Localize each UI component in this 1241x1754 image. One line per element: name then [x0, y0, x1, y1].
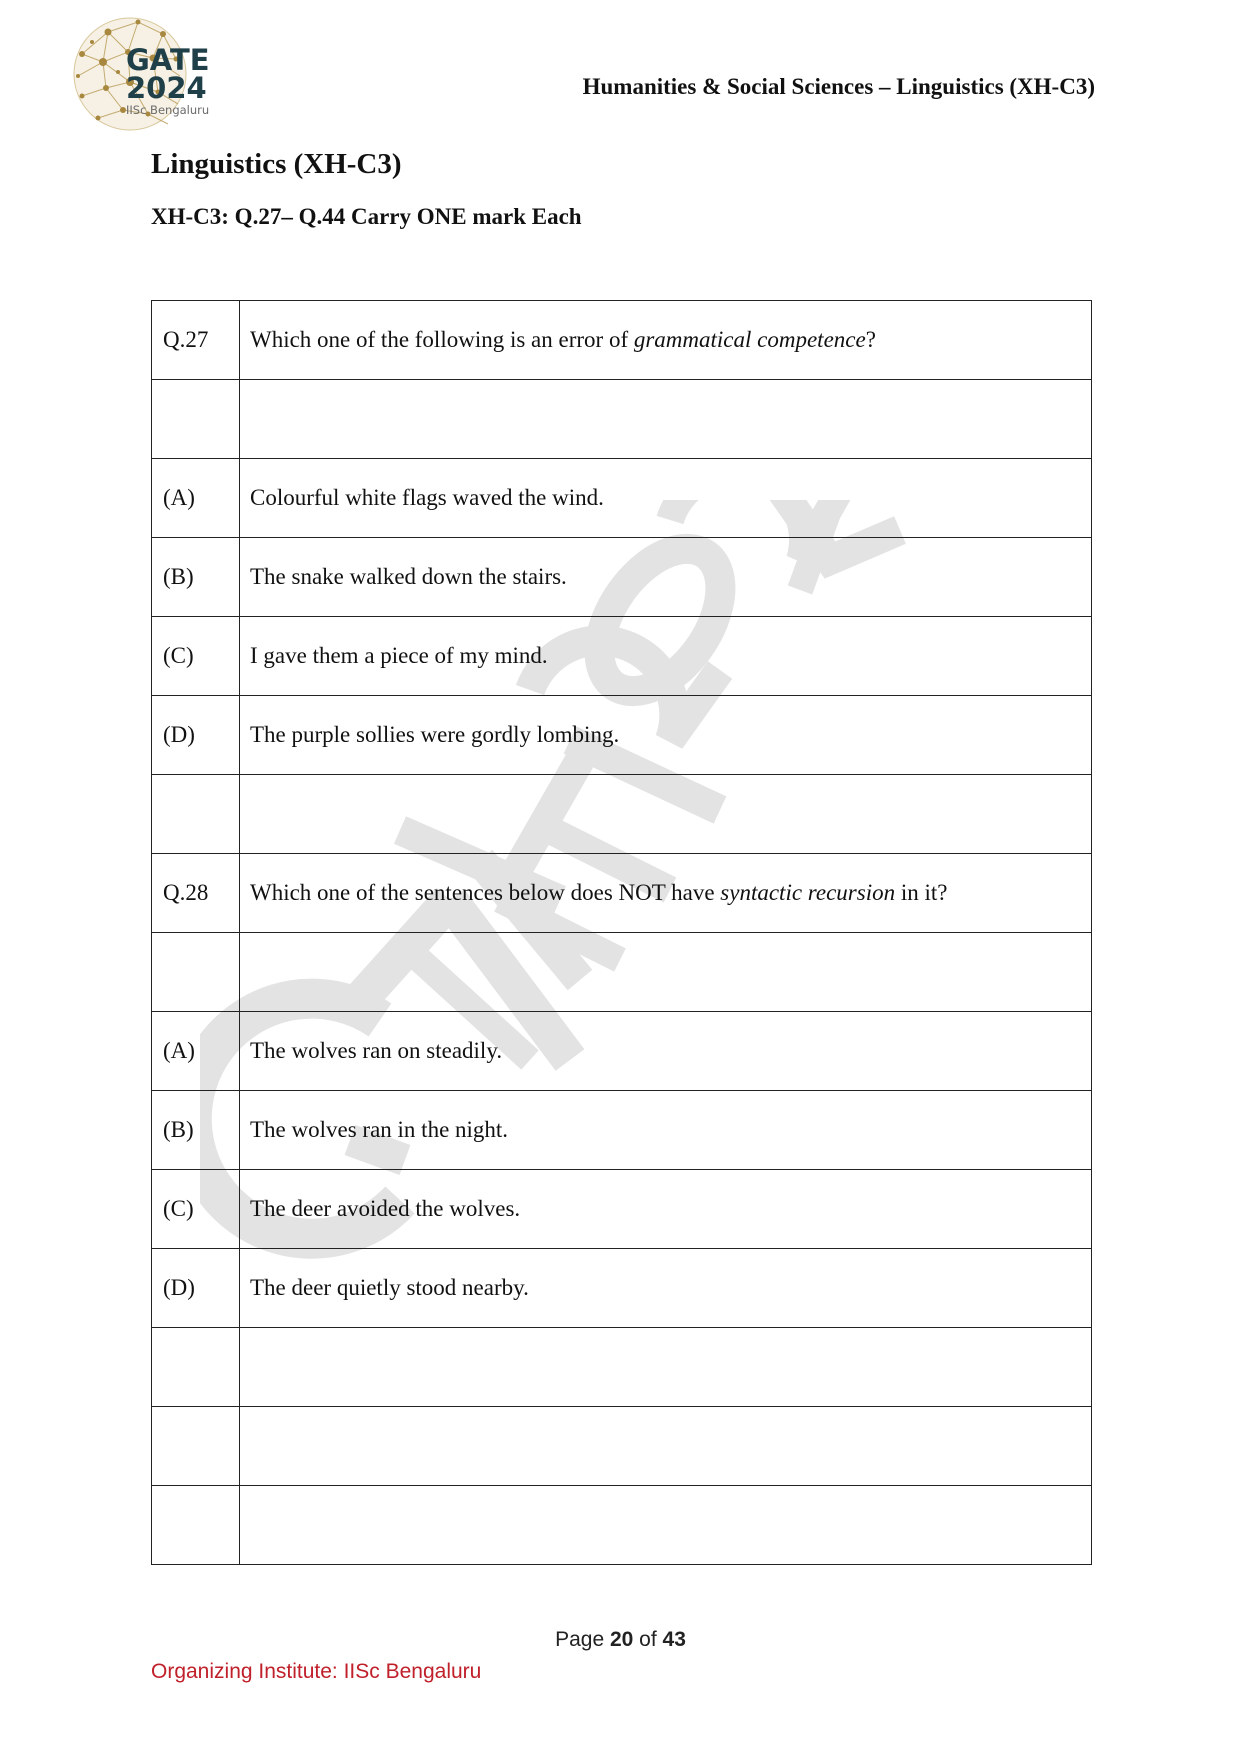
option-label: (C) — [152, 617, 240, 696]
option-label: (D) — [152, 696, 240, 775]
option-text: The deer avoided the wolves. — [240, 1170, 1092, 1249]
logo-text-year: 2024 — [126, 71, 207, 105]
question-number: Q.27 — [152, 301, 240, 380]
globe-network-icon — [68, 14, 233, 134]
blank-row — [152, 1328, 1092, 1407]
logo-text-gate: GATE — [126, 43, 210, 77]
question-number: Q.28 — [152, 854, 240, 933]
logo-text-institute: IISc Bengaluru — [126, 103, 210, 117]
option-row — [152, 1249, 1092, 1328]
option-row — [152, 1091, 1092, 1170]
section-subtitle: XH-C3: Q.27– Q.44 Carry ONE mark Each — [151, 204, 582, 229]
option-label: (D) — [152, 1249, 240, 1328]
blank-row — [152, 380, 1092, 459]
blank-row — [152, 775, 1092, 854]
question-row — [152, 301, 1092, 380]
question-text: Which one of the sentences below does NOT have syntactic recursion in it? — [240, 854, 1092, 933]
section-title: Linguistics (XH-C3) — [151, 148, 402, 180]
question-text: Which one of the following is an error of grammatical competence? — [240, 301, 1092, 380]
blank-row — [152, 1486, 1092, 1565]
option-text: The deer quietly stood nearby. — [240, 1249, 1092, 1328]
option-row — [152, 1012, 1092, 1091]
option-text: The wolves ran on steadily. — [240, 1012, 1092, 1091]
option-label: (B) — [152, 538, 240, 617]
option-text: I gave them a piece of my mind. — [240, 617, 1092, 696]
option-label: (C) — [152, 1170, 240, 1249]
option-text: The snake walked down the stairs. — [240, 538, 1092, 617]
question-emphasis: grammatical competence — [633, 327, 866, 352]
option-row — [152, 538, 1092, 617]
option-row — [152, 696, 1092, 775]
gate-2024-logo — [68, 14, 233, 134]
current-page: 20 — [609, 1628, 634, 1651]
question-table — [151, 300, 1092, 1565]
option-label: (A) — [152, 459, 240, 538]
option-row — [152, 459, 1092, 538]
option-text: The wolves ran in the night. — [240, 1091, 1092, 1170]
blank-row — [152, 933, 1092, 1012]
page-number: Page 20 of 43 — [555, 1628, 686, 1651]
blank-row — [152, 1407, 1092, 1486]
option-text: Colourful white flags waved the wind. — [240, 459, 1092, 538]
question-emphasis: syntactic recursion — [720, 880, 896, 905]
question-row — [152, 854, 1092, 933]
option-row — [152, 617, 1092, 696]
option-label: (B) — [152, 1091, 240, 1170]
option-label: (A) — [152, 1012, 240, 1091]
header-subject-title: Humanities & Social Sciences – Linguistics (XH-C3) — [582, 74, 1095, 99]
organizing-institute: Organizing Institute: IISc Bengaluru — [151, 1660, 482, 1683]
option-row — [152, 1170, 1092, 1249]
total-pages: 43 — [662, 1628, 686, 1651]
option-text: The purple sollies were gordly lombing. — [240, 696, 1092, 775]
